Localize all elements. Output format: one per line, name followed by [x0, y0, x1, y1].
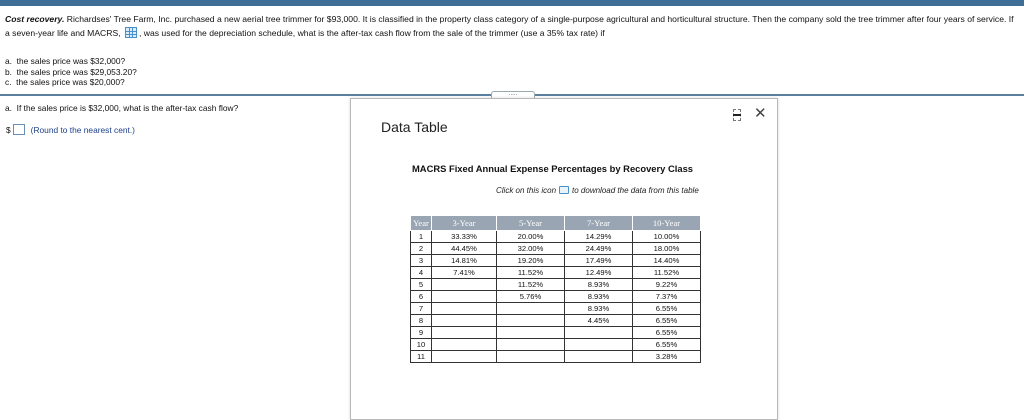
expand-handle[interactable]: ..... [491, 91, 535, 100]
year-cell: 1 [411, 231, 432, 243]
question-parts [5, 56, 137, 88]
part-letter: a. [5, 56, 12, 66]
percentage-cell: 5.76% [497, 291, 565, 303]
percentage-cell: 12.49% [565, 267, 633, 279]
table-row [411, 243, 701, 255]
table-row [411, 255, 701, 267]
percentage-cell: 24.49% [565, 243, 633, 255]
percentage-cell: 7.37% [633, 291, 701, 303]
table-row [411, 315, 701, 327]
percentage-cell: 11.52% [497, 267, 565, 279]
percentage-cell [497, 315, 565, 327]
percentage-cell [497, 303, 565, 315]
answer-letter: a. [5, 103, 12, 113]
year-cell: 6 [411, 291, 432, 303]
percentage-cell: 7.41% [432, 267, 497, 279]
percentage-cell [432, 279, 497, 291]
dialog-title: Data Table [381, 119, 448, 135]
table-heading: MACRS Fixed Annual Expense Percentages by Recovery Class [412, 163, 694, 174]
percentage-cell: 4.45% [565, 315, 633, 327]
percentage-cell [432, 303, 497, 315]
download-icon[interactable] [559, 186, 569, 194]
percentage-cell [565, 339, 633, 351]
percentage-cell: 19.20% [497, 255, 565, 267]
column-header: 7-Year [565, 216, 633, 231]
percentage-cell: 20.00% [497, 231, 565, 243]
rounding-hint: (Round to the nearest cent.) [30, 124, 135, 135]
percentage-cell: 11.52% [497, 279, 565, 291]
download-instructions [496, 186, 699, 195]
year-cell: 3 [411, 255, 432, 267]
column-header: 3-Year [432, 216, 497, 231]
answer-row [6, 124, 135, 135]
percentage-cell [565, 327, 633, 339]
percentage-cell: 11.52% [633, 267, 701, 279]
year-cell: 2 [411, 243, 432, 255]
percentage-cell: 10.00% [633, 231, 701, 243]
year-cell: 8 [411, 315, 432, 327]
percentage-cell: 3.28% [633, 351, 701, 363]
table-header-row [411, 216, 701, 231]
table-row [411, 303, 701, 315]
part-c [5, 77, 137, 88]
question-text [5, 12, 1020, 40]
percentage-cell: 44.45% [432, 243, 497, 255]
question-body: Richardses' Tree Farm, Inc. purchased a new aerial tree trimmer for $93,000. It is classified in the property class category of a single-purpose agricultural and horticultural structure. Then the company sold the tree trimmer after four years of service. If a seven-year life and MACRS, [5, 14, 1014, 38]
percentage-cell: 14.40% [633, 255, 701, 267]
column-header: Year [411, 216, 432, 231]
download-text: Click on this icon [496, 186, 557, 195]
percentage-cell: 8.93% [565, 291, 633, 303]
question-body-end: , was used for the depreciation schedule, what is the after-tax cash flow from the sale of the trimmer (use a 35% tax rate) if [138, 28, 605, 38]
table-row [411, 339, 701, 351]
percentage-cell [497, 351, 565, 363]
data-table-dialog [350, 98, 778, 420]
percentage-cell: 6.55% [633, 327, 701, 339]
close-button[interactable]: ✕ [754, 105, 767, 122]
percentage-cell [565, 351, 633, 363]
question-title: Cost recovery. [5, 14, 65, 24]
part-a [5, 56, 137, 67]
percentage-cell: 17.49% [565, 255, 633, 267]
year-cell: 7 [411, 303, 432, 315]
part-letter: b. [5, 66, 12, 77]
table-row [411, 267, 701, 279]
percentage-cell [497, 339, 565, 351]
currency-symbol: $ [6, 124, 11, 135]
macrs-table [410, 215, 701, 363]
table-row [411, 327, 701, 339]
part-text: the sales price was $32,000? [16, 56, 126, 66]
percentage-cell [432, 291, 497, 303]
percentage-cell: 14.81% [432, 255, 497, 267]
table-row [411, 351, 701, 363]
column-header: 5-Year [497, 216, 565, 231]
part-b [5, 67, 137, 78]
percentage-cell: 6.55% [633, 303, 701, 315]
top-accent-bar [0, 0, 1024, 6]
percentage-cell: 8.93% [565, 303, 633, 315]
part-text: the sales price was $20,000? [16, 77, 125, 87]
year-cell: 11 [411, 351, 432, 363]
year-cell: 10 [411, 339, 432, 351]
year-cell: 9 [411, 327, 432, 339]
percentage-cell: 8.93% [565, 279, 633, 291]
percentage-cell [497, 327, 565, 339]
percentage-cell: 6.55% [633, 339, 701, 351]
table-row [411, 279, 701, 291]
column-header: 10-Year [633, 216, 701, 231]
answer-prompt-text: If the sales price is $32,000, what is the after-tax cash flow? [16, 103, 239, 113]
percentage-cell [432, 327, 497, 339]
download-text-end: to download the data from this table [572, 186, 699, 195]
percentage-cell: 14.29% [565, 231, 633, 243]
percentage-cell: 18.00% [633, 243, 701, 255]
percentage-cell: 9.22% [633, 279, 701, 291]
table-row [411, 291, 701, 303]
minimize-button[interactable] [733, 109, 741, 121]
data-table-icon[interactable] [125, 27, 137, 38]
part-text: the sales price was $29,053.20? [16, 66, 137, 77]
year-cell: 4 [411, 267, 432, 279]
percentage-cell [432, 339, 497, 351]
percentage-cell [432, 315, 497, 327]
table-row [411, 231, 701, 243]
percentage-cell: 32.00% [497, 243, 565, 255]
answer-input[interactable] [13, 124, 25, 135]
percentage-cell: 33.33% [432, 231, 497, 243]
part-letter: c. [5, 77, 12, 87]
percentage-cell [432, 351, 497, 363]
year-cell: 5 [411, 279, 432, 291]
percentage-cell: 6.55% [633, 315, 701, 327]
answer-prompt [5, 103, 238, 113]
